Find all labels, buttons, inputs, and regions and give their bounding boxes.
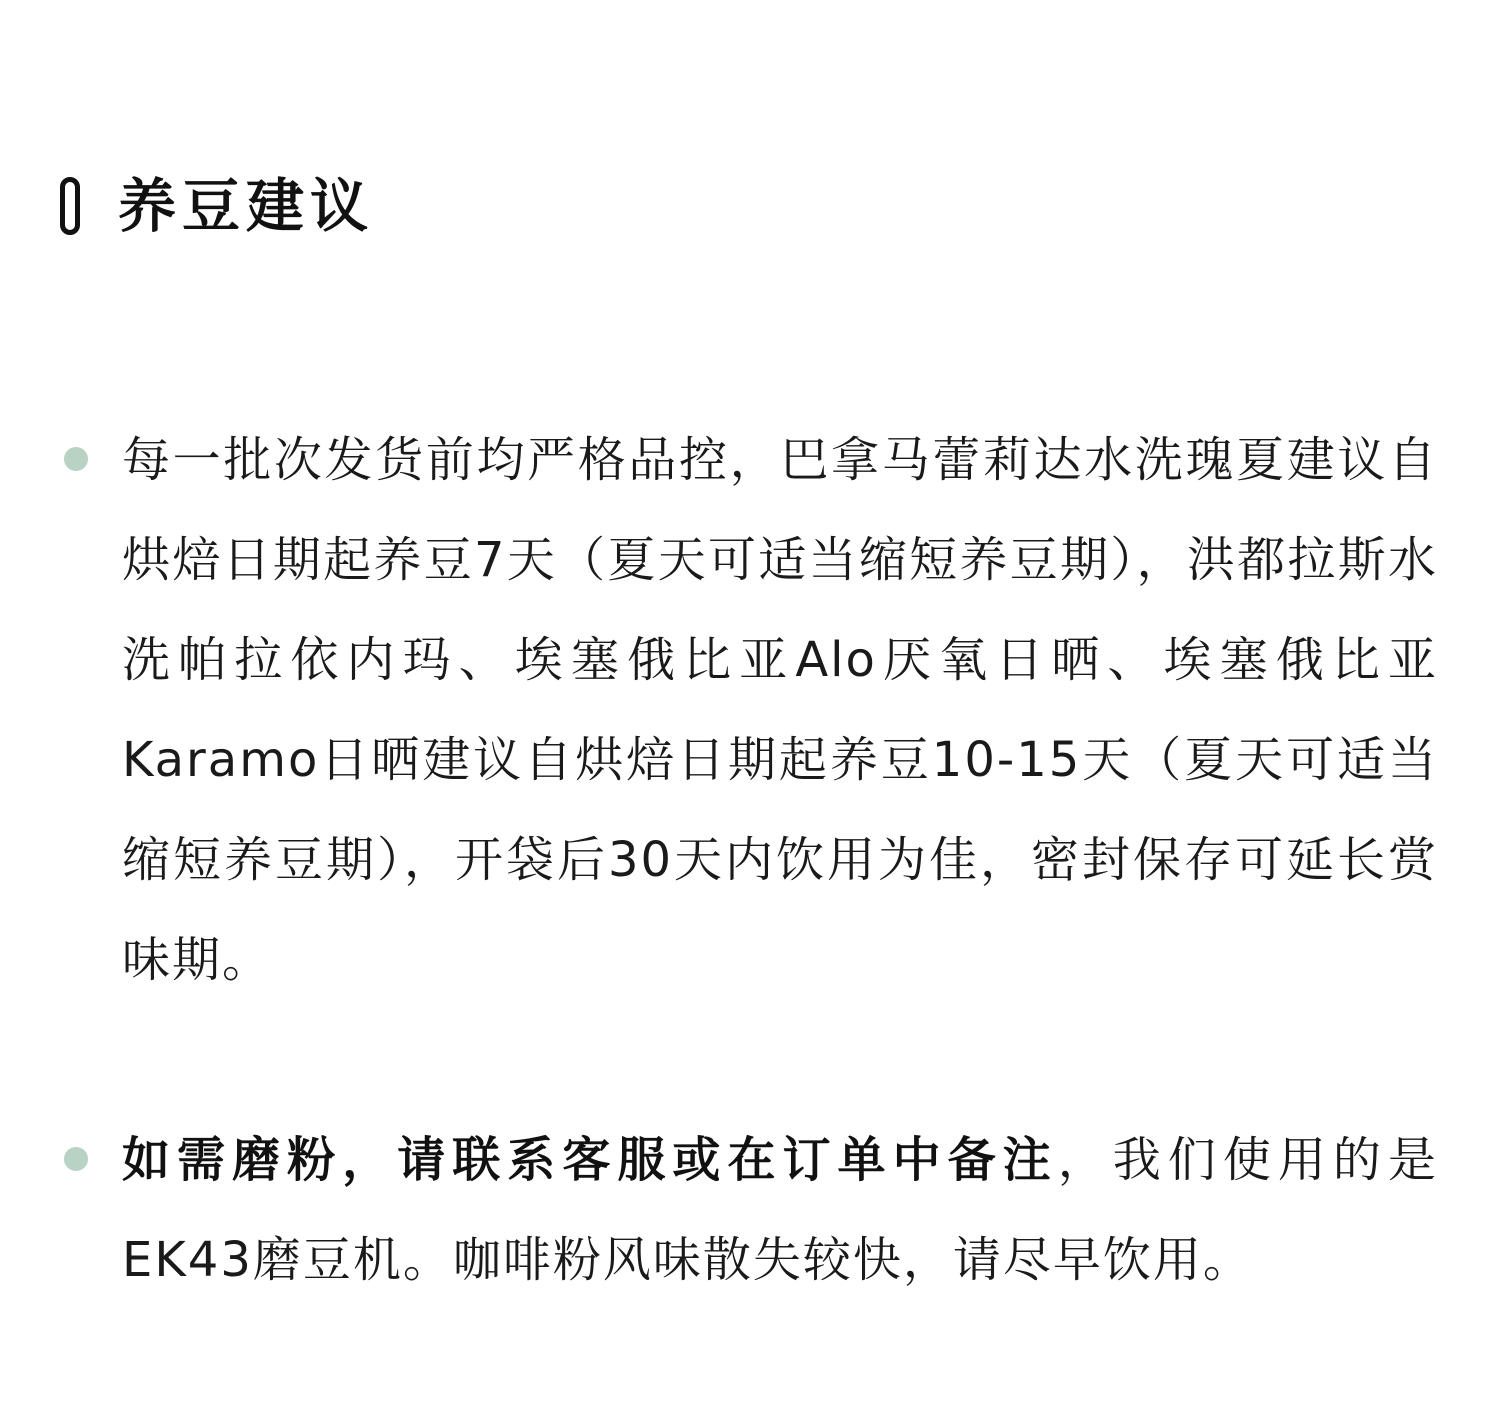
tip-emphasis-text: 如需磨粉，请联系客服或在订单中备注	[122, 1132, 1058, 1188]
tip-text	[122, 1110, 1438, 1310]
bullet-dot-icon	[64, 447, 88, 471]
section-header	[60, 170, 374, 242]
tip-body-text: 每一批次发货前均严格品控，巴拿马蕾莉达水洗瑰夏建议自烘焙日期起养豆7天（夏天可适当缩短养豆期），洪都拉斯水洗帕拉依内玛、埃塞俄比亚Alo厌氧日晒、埃塞俄比亚Karamo日晒建议自烘焙日期起养豆10-15天（夏天可适当缩短养豆期），开袋后30天内饮用为佳，密封保存可延长赏味期。	[122, 432, 1438, 988]
tip-text	[122, 410, 1438, 1010]
tip-body-text: ，我们使用的是EK43磨豆机。咖啡粉风味散失较快，请尽早饮用。	[122, 1132, 1438, 1288]
bullet-dot-icon	[64, 1147, 88, 1171]
section-marker-icon	[60, 177, 80, 235]
section-title: 养豆建议	[118, 172, 375, 240]
